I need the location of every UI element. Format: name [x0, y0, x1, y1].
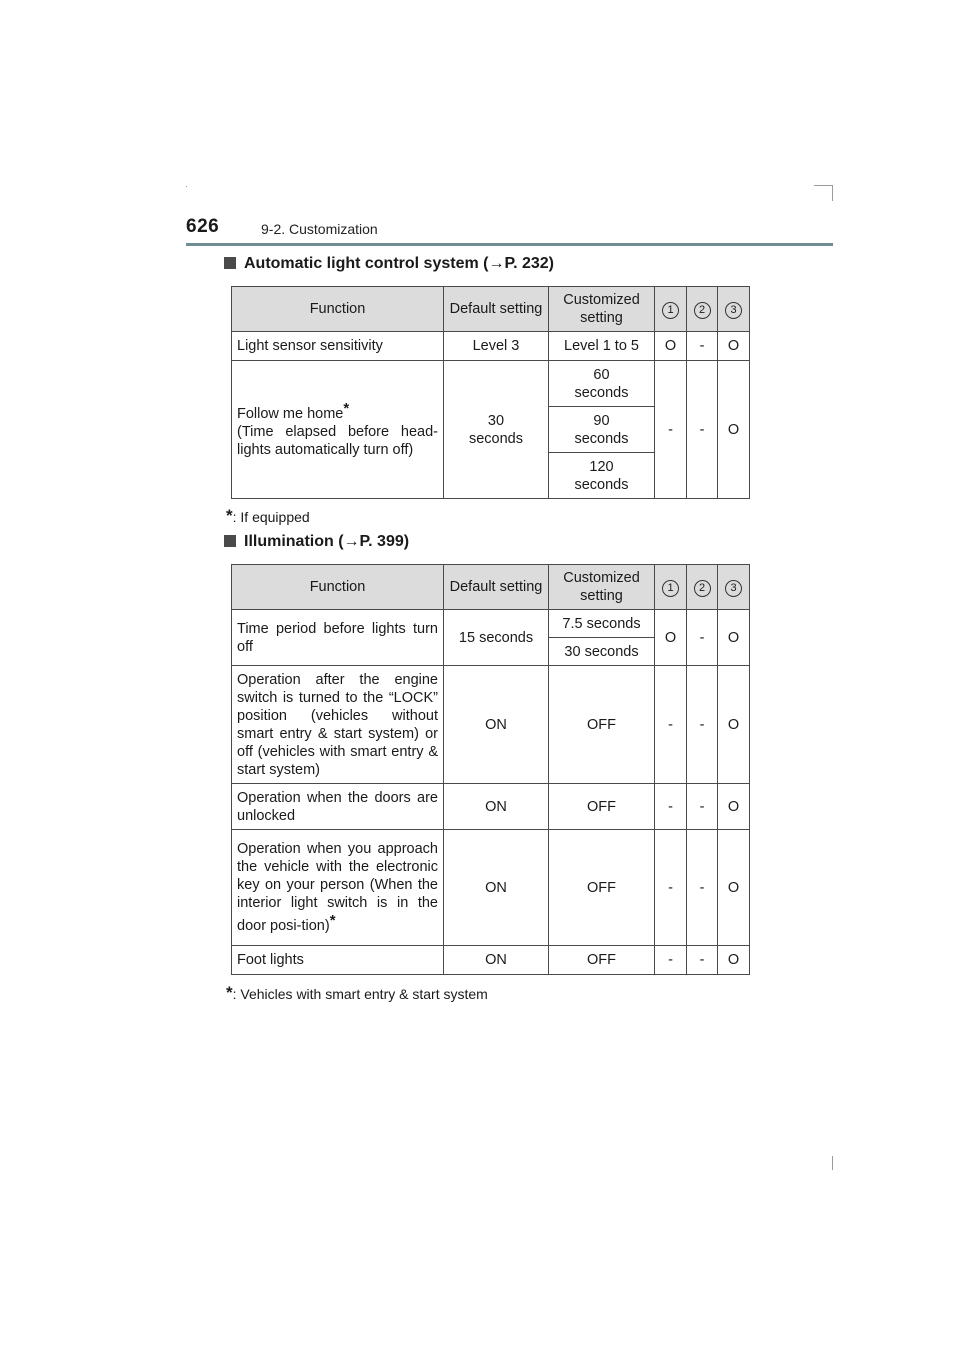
customized-cell: OFF [549, 666, 655, 784]
mode-2-cell: - [687, 784, 718, 830]
header-default: Default setting [444, 287, 549, 332]
customized-cell: OFF [549, 830, 655, 946]
function-cell [232, 361, 444, 499]
circled-number-3-icon: 3 [725, 302, 742, 319]
header-default: Default setting [444, 565, 549, 610]
default-cell: 30 seconds [444, 361, 549, 499]
footnote-text: : Vehicles with smart entry & start system [232, 986, 488, 1002]
page-reference: P. 232) [504, 255, 554, 272]
mode-1-cell: - [655, 830, 687, 946]
mode-3-cell: O [718, 946, 750, 975]
mode-2-cell: - [687, 946, 718, 975]
header-mode-1 [655, 565, 687, 610]
section-heading-automatic-light [224, 255, 554, 273]
bullet-square-icon [224, 257, 236, 269]
mode-3-cell: O [718, 830, 750, 946]
function-cell: Foot lights [232, 946, 444, 975]
footnote-text: : If equipped [232, 509, 310, 525]
function-cell: Time period before lights turn off [232, 610, 444, 666]
function-note: (Time elapsed before head-lights automatically turn off) [237, 424, 438, 458]
header-function: Function [232, 287, 444, 332]
section-title: 9-2. Customization [261, 221, 378, 237]
footnote-smart-entry [226, 983, 488, 1003]
arrow-icon: → [488, 255, 505, 272]
header-mode-3 [718, 287, 750, 332]
default-cell: ON [444, 666, 549, 784]
arrow-icon: → [343, 533, 360, 550]
header-function: Function [232, 565, 444, 610]
header-mode-2 [687, 287, 718, 332]
mode-3-cell: O [718, 666, 750, 784]
mode-1-cell: O [655, 332, 687, 361]
automatic-light-table [231, 286, 750, 499]
header-mode-3 [718, 565, 750, 610]
table-row [232, 332, 750, 361]
mode-2-cell: - [687, 666, 718, 784]
default-cell: ON [444, 830, 549, 946]
table-header-row [232, 287, 750, 332]
default-cell: 15 seconds [444, 610, 549, 666]
table-row [232, 784, 750, 830]
customized-option-cell: 120 seconds [549, 453, 655, 499]
header-rule [186, 243, 833, 246]
crop-mark-bottom-right-v [832, 1156, 833, 1170]
footnote-star: * [226, 506, 233, 525]
heading-text: Illumination ( [244, 533, 344, 550]
table-row [232, 830, 750, 946]
customized-cell: Level 1 to 5 [549, 332, 655, 361]
mode-1-cell: O [655, 610, 687, 666]
mode-1-cell: - [655, 666, 687, 784]
function-text: Operation when you approach the vehicle with the electronic key on your person (When the interior light switch is in the door posi-tion) [237, 841, 438, 934]
bullet-square-icon [224, 535, 236, 547]
table-row [232, 361, 750, 407]
page-number: 626 [186, 216, 220, 237]
circled-number-2-icon: 2 [694, 302, 711, 319]
footnote-star: * [226, 983, 233, 1002]
mode-3-cell: O [718, 332, 750, 361]
header-customized: Customized setting [549, 287, 655, 332]
mode-2-cell: - [687, 610, 718, 666]
customized-option-cell: 30 seconds [549, 638, 655, 666]
function-cell: Operation when the doors are unlocked [232, 784, 444, 830]
default-cell: ON [444, 784, 549, 830]
footnote-if-equipped [226, 506, 310, 526]
footnote-star: * [329, 912, 336, 929]
mode-3-cell: O [718, 784, 750, 830]
table-row [232, 946, 750, 975]
function-title: Follow me home [237, 406, 344, 422]
function-cell: Operation after the engine switch is turned to the “LOCK” position (vehicles without smart entry & start system) or off (vehicles with smart entry & start system) [232, 666, 444, 784]
mode-1-cell: - [655, 361, 687, 499]
default-cell: ON [444, 946, 549, 975]
customized-option-cell: 90 seconds [549, 407, 655, 453]
circled-number-1-icon: 1 [662, 580, 679, 597]
mode-3-cell: O [718, 610, 750, 666]
circled-number-2-icon: 2 [694, 580, 711, 597]
illumination-table [231, 564, 750, 975]
header-mode-1 [655, 287, 687, 332]
page-reference: P. 399) [359, 533, 410, 550]
circled-number-3-icon: 3 [725, 580, 742, 597]
function-cell: Light sensor sensitivity [232, 332, 444, 361]
mode-1-cell: - [655, 946, 687, 975]
default-cell: Level 3 [444, 332, 549, 361]
circled-number-1-icon: 1 [662, 302, 679, 319]
mode-2-cell: - [687, 361, 718, 499]
header-customized: Customized setting [549, 565, 655, 610]
header-mode-2 [687, 565, 718, 610]
customized-cell: OFF [549, 784, 655, 830]
customized-option-cell: 60 seconds [549, 361, 655, 407]
mode-2-cell: - [687, 332, 718, 361]
mode-1-cell: - [655, 784, 687, 830]
table-row [232, 610, 750, 638]
crop-mark-top-right-h [814, 185, 832, 186]
customized-cell: OFF [549, 946, 655, 975]
function-cell [232, 830, 444, 946]
customized-option-cell: 7.5 seconds [549, 610, 655, 638]
mode-3-cell: O [718, 361, 750, 499]
mode-2-cell: - [687, 830, 718, 946]
crop-mark-top-right-v [832, 185, 833, 201]
table-header-row [232, 565, 750, 610]
footnote-star: * [343, 400, 350, 417]
section-heading-illumination [224, 533, 409, 551]
heading-text: Automatic light control system ( [244, 255, 489, 272]
crop-mark [186, 186, 187, 187]
table-row [232, 666, 750, 784]
